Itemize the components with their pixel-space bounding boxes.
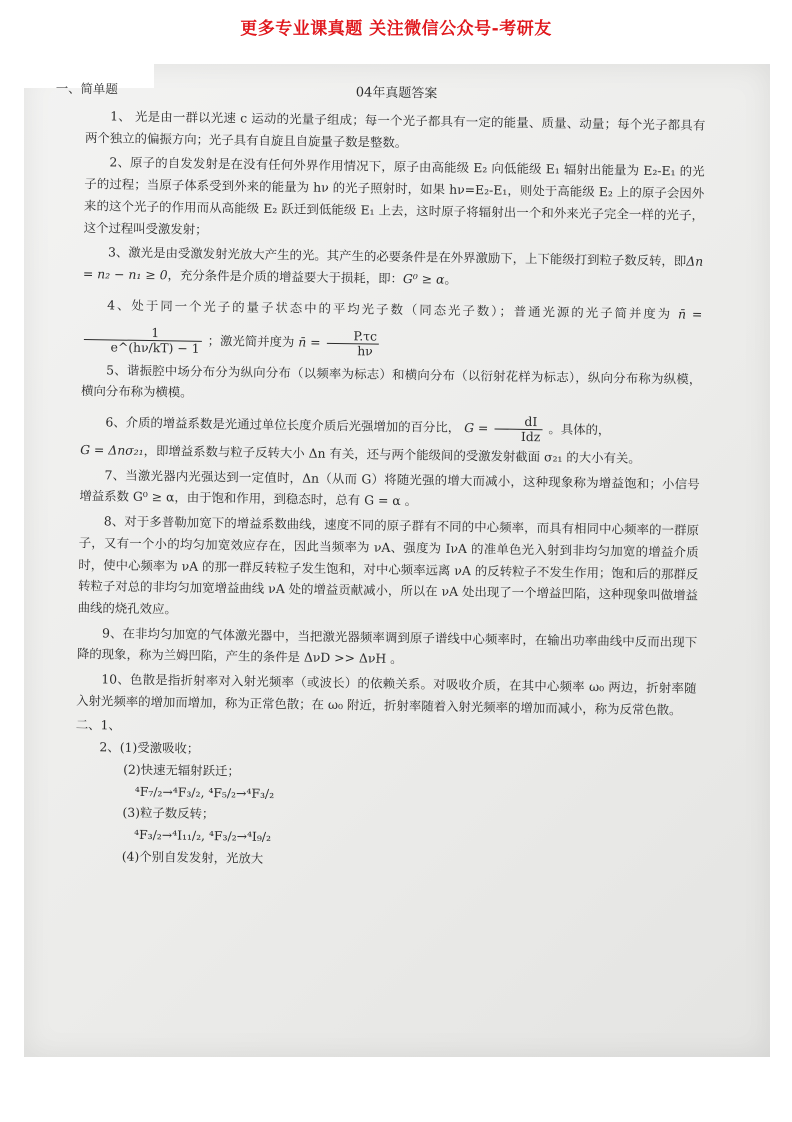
answer-body: [55, 78, 706, 876]
transition-line-2: ⁴F₃/₂→⁴I₁₁/₂, ⁴F₃/₂→⁴I₉/₂: [134, 826, 272, 844]
gain-formula: G = Δnσ₂₁: [80, 441, 144, 458]
answer-7: 7、当激光器内光强达到一定值时，Δn（从而 G）将随光强的增大而减小，这种现象称为增益饱和；小信号增益系数 G⁰ ≥ α，由于饱和作用，到稳态时，总有 G = α 。: [79, 467, 700, 509]
answer-1: 1、 光是由一群以光速 c 运动的光量子组成；每一个光子都具有一定的能量、质量、动量；每个光子都具有两个独立的偏振方向；光子具有自旋且自旋量子数是整数。: [84, 108, 706, 150]
answer-3-text-b: ，充分条件是介质的增益要大于损耗，即：: [167, 267, 404, 286]
answer-3-text-a: 3、激光是由受激发射光放大产生的光。其产生的必要条件是在外界激励下，上下能级打到粒子数反转，即: [107, 244, 687, 269]
part-2-item-2: (2)快速无辐射跃迁；: [123, 761, 240, 779]
transition-line-1: ⁴F₇/₂→⁴F₃/₂, ⁴F₅/₂→⁴F₃/₂: [134, 783, 275, 801]
gain-fraction: [494, 414, 543, 444]
fraction-numerator: 1: [84, 325, 202, 342]
gain-symbol: G =: [464, 420, 489, 436]
answer-3-end: 。: [444, 271, 457, 287]
fraction-numerator: P.τc: [327, 328, 380, 344]
answer-4: [82, 288, 703, 366]
threshold-formula: G⁰ ≥ α: [402, 270, 445, 287]
answer-4-text-b: ；激光简并度为: [207, 332, 295, 349]
page-title: 04年真题答案: [355, 85, 438, 102]
scanned-page: [24, 64, 770, 1057]
inversion-formula: Δn = n₂ − n₁ ≥ 0: [82, 253, 704, 283]
part-2: [74, 714, 696, 876]
ordinary-degeneracy-fraction: [84, 325, 202, 356]
answer-10: 10、色散是指折射率对入射光频率（或波长）的依赖关系。对吸收介质，在其中心频率 ω₀ 两边，折射率随入射光频率的增加而增加，称为正常色散；在 ω₀ 附近，折射率随着入射光频率的增加而减小，称为反常色散。: [76, 671, 697, 718]
fraction-denominator: Idz: [520, 428, 541, 445]
answer-9: 9、在非均匀加宽的气体激光器中，当把激光器频率调到原子谱线中心频率时，在输出功率曲线中反而出现下降的现象，称为兰姆凹陷，产生的条件是 ΔνD >> ΔνH 。: [76, 624, 698, 667]
laser-degeneracy-symbol: n̄ =: [298, 333, 321, 350]
answer-8: 8、对于多普勒加宽下的增益系数曲线，速度不同的原子群有不同的中心频率，而具有相同中心频率的一群原子，又有一个小的均匀加宽效应存在，因此当频率为 νA、强度为 IνA 的准单色光入射到非均匀加宽的增益介质时，使中心频率为 νA 的那一群反转粒子发生饱和，对中心频率远离 νA 的反转粒子不发生作用；饱和后的那群反转粒子对总的非均匀加宽增益曲线 νA 处的增益贡献减小，所以在 νA 处出现了一个增益凹陷，这种现象叫做增益曲线的烧孔效应。: [77, 513, 700, 617]
answer-6-text-a: 6、介质的增益系数是光通过单位长度介质后光强增加的百分比，: [105, 414, 461, 435]
header-banner: 更多专业课真题 关注微信公众号-考研友: [240, 19, 552, 39]
part-2-heading: 二、1、: [75, 717, 122, 734]
answer-3: [83, 241, 704, 294]
answer-4-text-a: 4、处于同一个光子的量子状态中的平均光子数（同态光子数）；普通光源的光子简并度为: [107, 296, 673, 321]
degeneracy-symbol: n̄ =: [677, 305, 703, 322]
answer-2: 2、原子的自发发射是在没有任何外界作用情况下，原子由高能级 E₂ 向低能级 E₁ 辐射出能量为 E₂-E₁ 的光子的过程；当原子体系受到外来的能量为 hν 的光子照射时，如果 hν=E₂-E₁，则处于高能级 E₂ 上的原子会因外来的这个光子的作用而从高能级 E₂ 跃迁到低能级 E₁ 上去，这时原子将辐射出一个和外来光子完全一样的光子，这个过程叫受激发射；: [83, 154, 705, 237]
part-2-q2: 2、(1)受激吸收；: [99, 739, 200, 757]
part-2-item-3: (3)粒子数反转；: [122, 804, 215, 822]
laser-degeneracy-fraction: [326, 328, 379, 358]
answer-5: 5、谐振腔中场分布分为纵向分布（以频率为标志）和横向分布（以衍射花样为标志），纵向分布称为纵模，横向分布称为横模。: [80, 361, 702, 401]
answer-6-text-c: ，即增益系数与粒子反转大小 Δn 有关，还与两个能级间的受激发射截面 σ₂₁ 的大小有关。: [143, 442, 641, 466]
section-heading: 一、简单题: [55, 80, 118, 97]
answer-6-text-b: 。具体的，: [548, 421, 611, 438]
fraction-numerator: dI: [494, 414, 542, 430]
fraction-denominator: hν: [357, 342, 373, 359]
part-2-item-4: (4)个别自发发射，光放大: [121, 848, 264, 866]
fraction-denominator: e^(hν/kT) − 1: [110, 339, 200, 356]
